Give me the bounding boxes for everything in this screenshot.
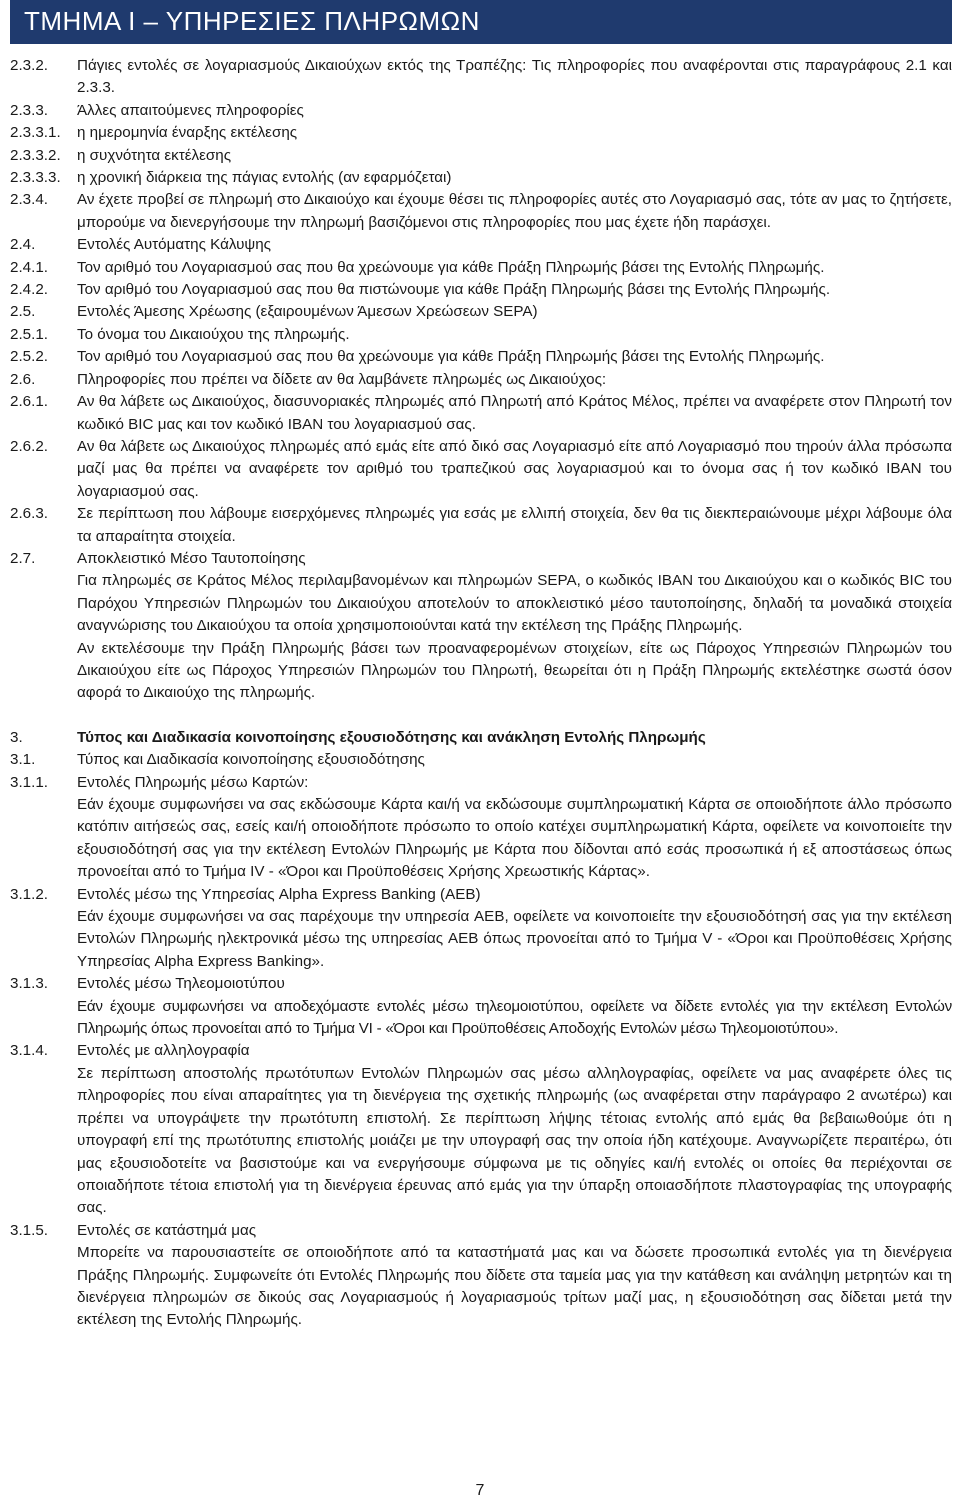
paragraph-number	[10, 638, 77, 705]
paragraph-text: Πληροφορίες που πρέπει να δίδετε αν θα λαμβάνετε πληρωμές ως Δικαιούχος:	[77, 370, 607, 388]
paragraph-number: 2.5.	[10, 303, 36, 321]
paragraph-number: 3.1.3.	[10, 975, 48, 993]
section-spacer	[10, 705, 952, 727]
numbered-paragraph	[10, 727, 952, 749]
paragraph-number: 2.5.2.	[10, 348, 48, 366]
paragraph-number: 3.1.1.	[10, 773, 48, 791]
paragraph-number: 3.1.	[10, 751, 36, 769]
paragraph-text: η συχνότητα εκτέλεσης	[77, 146, 232, 164]
paragraph-text: Άλλες απαιτούμενες πληροφορίες	[77, 101, 304, 119]
paragraph-number: 2.3.3.2.	[10, 146, 61, 164]
paragraph-number: 2.3.3.	[10, 101, 48, 119]
section-header-bar	[10, 0, 952, 44]
paragraph-text: Σε περίπτωση αποστολής πρωτότυπων Εντολών Πληρωμών σας μέσω αλληλογραφίας, οφείλετε να μας αναφέρετε όλες τις πληροφορίες που είναι απαραίτητες για τη διενέργεια της σχετικής πληρωμής (ως αναφέρεται στην παράγραφο 2 ανωτέρω) και πρέπει να υπογράψετε την πρωτότυπη επιστολή. Σε περίπτωση λήψης τέτοιας εντολής από εμάς θα βεβαιωθούμε ότι η υπογραφή επί της πρωτότυπης επιστολής μοιάζει με την υπογραφή σας την οποία ήδη κατέχουμε. Αναγνωρίζετε περαιτέρω, ότι μας εξουσιοδοτείτε να βασιστούμε και να ενεργήσουμε σύμφωνα με τις οδηγίες και/ή εντολές οι οποίες θα περιέχονται σε οποιαδήποτε τέτοια επιστολή για τη διενέργεια έρευνας από εμάς για την ύπαρξη οποιασδήποτε πλαστογραφίας της υπογραφής σας.	[77, 1064, 952, 1217]
paragraph-number	[10, 794, 77, 884]
numbered-paragraph	[10, 346, 952, 368]
paragraph	[10, 906, 952, 973]
paragraph-number: 2.6.1.	[10, 393, 48, 411]
section-heading-text: Τύπος και Διαδικασία κοινοποίησης εξουσιοδότησης και ανάκληση Εντολής Πληρωμής	[77, 728, 706, 746]
paragraph-number: 2.4.2.	[10, 281, 48, 299]
paragraph-number	[10, 1063, 77, 1220]
paragraph	[10, 638, 952, 705]
paragraph-text: Εάν έχουμε συμφωνήσει να σας εκδώσουμε Κάρτα και/ή να εκδώσουμε συμπληρωματική Κάρτα σε οποιοδήποτε άλλο πρόσωπο κατόπιν αιτήσεώς σας, εσείς και/ή οποιοδήποτε πρόσωπο το οποίο κατέχει συμπληρωματική Κάρτα, οφείλετε να κοινοποιείτε την εξουσιοδότησή σας για την εκτέλεση Εντολών Πληρωμής με Κάρτα που δίδονται από εσάς προσωπικά ή εξ αποστάσεως όπως προνοείται από το Τμήμα IV - «Όροι και Προϋποθέσεις Χρήσης Χρεωστικής Κάρτας».	[77, 796, 952, 881]
paragraph-text: Εντολές με αλληλογραφία	[77, 1042, 250, 1060]
paragraph-number: 2.7.	[10, 549, 36, 567]
paragraph-text: Τον αριθμό του Λογαριασμού σας που θα χρεώνουμε για κάθε Πράξη Πληρωμής βάσει της Εντολής Πληρωμής.	[77, 348, 825, 366]
numbered-paragraph	[10, 279, 952, 301]
paragraph-text: Αν θα λάβετε ως Δικαιούχος πληρωμές από εμάς είτε από δικό σας Λογαριασμό είτε από Λογαριασμό που τηρούν άλλα πρόσωπα μαζί μας θα πρέπει να αναφέρετε τον αριθμό του τραπεζικού σας λογαριασμού και το όνομα σας ή τον κωδικό IBAN του λογαριασμού σας.	[77, 437, 952, 500]
section-title: ΤΜΗΜΑ Ι – ΥΠΗΡΕΣΙΕΣ ΠΛΗΡΩΜΩΝ	[24, 6, 480, 36]
numbered-paragraph	[10, 55, 952, 100]
numbered-paragraph	[10, 749, 952, 771]
paragraph-text: Εντολές μέσω Τηλεομοιοτύπου	[77, 975, 285, 993]
numbered-paragraph	[10, 772, 952, 794]
paragraph	[10, 794, 952, 884]
paragraph-text: Αποκλειστικό Μέσο Ταυτοποίησης	[77, 549, 306, 567]
paragraph	[10, 1242, 952, 1332]
paragraph-text: Τύπος και Διαδικασία κοινοποίησης εξουσιοδότησης	[77, 751, 425, 769]
paragraph-number: 3.	[10, 728, 23, 746]
paragraph-number: 3.1.5.	[10, 1221, 48, 1239]
paragraph-number: 3.1.4.	[10, 1042, 48, 1060]
numbered-paragraph	[10, 167, 952, 189]
paragraph-text: Εντολές Πληρωμής μέσω Καρτών:	[77, 773, 309, 791]
paragraph-number	[10, 570, 77, 637]
paragraph-text: Εντολές Αυτόματης Κάλυψης	[77, 236, 271, 254]
paragraph-number: 2.5.1.	[10, 325, 48, 343]
paragraph-text: η ημερομηνία έναρξης εκτέλεσης	[77, 124, 298, 142]
paragraph-number: 3.1.2.	[10, 885, 48, 903]
paragraph	[10, 570, 952, 637]
paragraph-text: Εάν έχουμε συμφωνήσει να σας παρέχουμε την υπηρεσία AEB, οφείλετε να κοινοποιείτε την εξουσιοδότησή σας για την εκτέλεση Εντολών Πληρωμής ηλεκτρονικά μέσω της υπηρεσίας AEB όπως προνοείται από το Τμήμα V - «Όροι και Προϋποθέσεις Χρήσης Υπηρεσίας Alpha Express Banking».	[77, 908, 952, 970]
paragraph-number: 2.3.4.	[10, 191, 48, 209]
paragraph-number: 2.6.2.	[10, 437, 48, 455]
paragraph-number: 2.6.	[10, 370, 36, 388]
paragraph-text: Τον αριθμό του Λογαριασμού σας που θα χρεώνουμε για κάθε Πράξη Πληρωμής βάσει της Εντολής Πληρωμής.	[77, 258, 825, 276]
numbered-paragraph	[10, 436, 952, 503]
paragraph-text: Τον αριθμό του Λογαριασμού σας που θα πιστώνουμε για κάθε Πράξη Πληρωμής βάσει της Εντολής Πληρωμής.	[77, 281, 831, 299]
numbered-paragraph	[10, 301, 952, 323]
paragraph-text: Μπορείτε να παρουσιαστείτε σε οποιοδήποτε από τα καταστήματά μας και να δώσετε προσωπικά εντολές για τη διενέργεια Πράξης Πληρωμής. Συμφωνείτε ότι Εντολές Πληρωμής που δίδετε στα ταμεία μας για την κατάθεση και ανάληψη μετρητών και τη διενέργεια πληρωμών σε δικούς σας Λογαριασμούς ή λογαριασμούς τρίτων μαζί μας, η εξουσιοδότηση σας δίδεται μετά την εκτέλεση της Εντολής Πληρωμής.	[77, 1244, 952, 1329]
numbered-paragraph	[10, 884, 952, 906]
paragraph-number: 2.3.3.1.	[10, 124, 61, 142]
paragraph-text: Αν εκτελέσουμε την Πράξη Πληρωμής βάσει των προαναφερομένων στοιχείων, είτε ως Πάροχος Υπηρεσιών Πληρωμών του Δικαιούχου είτε ως Πάροχος Υπηρεσιών Πληρωμών του Πληρωτή, θεωρείται ότι η Πράξη Πληρωμής εκτελέστηκε σωστά όσον αφορά το Δικαιούχο της πληρωμής.	[77, 639, 952, 702]
numbered-paragraph	[10, 548, 952, 570]
document-body	[10, 55, 952, 1332]
paragraph-text: Για πληρωμές σε Κράτος Μέλος περιλαμβανομένων και πληρωμών SEPA, ο κωδικός IBAN του Δικαιούχου και ο κωδικός BIC του Παρόχου Υπηρεσιών Πληρωμών του Δικαιούχου αποτελούν το αποκλειστικό μέσο ταυτοποίησης, δηλαδή τα μοναδικά στοιχεία αναγνώρισης του Δικαιούχου τα οποία χρησιμοποιούνται κατά την εκτέλεση της Πράξης Πληρωμής.	[77, 572, 952, 635]
numbered-paragraph	[10, 234, 952, 256]
paragraph-text: Αν θα λάβετε ως Δικαιούχος, διασυνοριακές πληρωμές από Πληρωτή από Κράτος Μέλος, πρέπει να αναφέρετε στον Πληρωτή τον κωδικό BIC μας και τον κωδικό IBAN του λογαριασμού σας.	[77, 393, 952, 433]
numbered-paragraph	[10, 122, 952, 144]
paragraph-text: Το όνομα του Δικαιούχου της πληρωμής.	[77, 325, 350, 343]
numbered-paragraph	[10, 100, 952, 122]
paragraph-number: 2.6.3.	[10, 505, 48, 523]
paragraph-number: 2.4.1.	[10, 258, 48, 276]
paragraph-text: Εάν έχουμε συμφωνήσει να αποδεχόμαστε εντολές μέσω τηλεομοιοτύπου, οφείλετε να δίδετε εντολές για την εκτέλεση Εντολών Πληρωμής όπως προνοείται από το Τμήμα VI - «Όροι και Προϋποθέσεις Αποδοχής Εντολών μέσω Τηλεομοιοτύπου».	[77, 997, 952, 1038]
paragraph-text: Εντολές μέσω της Υπηρεσίας Alpha Express Banking (AEB)	[77, 885, 481, 903]
paragraph-number	[10, 996, 77, 1041]
numbered-paragraph	[10, 1220, 952, 1242]
paragraph-number	[10, 1242, 77, 1332]
numbered-paragraph	[10, 257, 952, 279]
paragraph-number	[10, 906, 77, 973]
paragraph-text: Πάγιες εντολές σε λογαριασμούς Δικαιούχων εκτός της Τραπέζης: Τις πληροφορίες που αναφέρονται στις παραγράφους 2.1 και 2.3.3.	[77, 57, 952, 97]
paragraph-text: Εντολές σε κατάστημά μας	[77, 1221, 257, 1239]
paragraph-text: Εντολές Άμεσης Χρέωσης (εξαιρουμένων Άμεσων Χρεώσεων SEPA)	[77, 303, 538, 321]
numbered-paragraph	[10, 973, 952, 995]
paragraph	[10, 996, 952, 1041]
page-number: 7	[475, 1482, 485, 1499]
numbered-paragraph	[10, 324, 952, 346]
paragraph-text: η χρονική διάρκεια της πάγιας εντολής (αν εφαρμόζεται)	[77, 169, 452, 187]
numbered-paragraph	[10, 1040, 952, 1062]
paragraph-text: Αν έχετε προβεί σε πληρωμή στο Δικαιούχο και έχουμε θέσει τις πληροφορίες αυτές στο Λογαριασμό σας, τότε αν μας το ζητήσετε, μπορούμε να διενεργήσουμε την πληρωμή βασιζόμενοι στις πληροφορίες που μας έχετε ήδη παράσχει.	[77, 191, 952, 231]
paragraph-number: 2.3.2.	[10, 57, 48, 74]
numbered-paragraph	[10, 391, 952, 436]
numbered-paragraph	[10, 503, 952, 548]
paragraph-number: 2.4.	[10, 236, 36, 254]
numbered-paragraph	[10, 369, 952, 391]
numbered-paragraph	[10, 145, 952, 167]
paragraph-number: 2.3.3.3.	[10, 169, 61, 187]
paragraph	[10, 1063, 952, 1220]
paragraph-text: Σε περίπτωση που λάβουμε εισερχόμενες πληρωμές για εσάς με ελλιπή στοιχεία, δεν θα τις διεκπεραιώνουμε μέχρι λάβουμε όλα τα απαραίτητα στοιχεία.	[77, 505, 952, 545]
numbered-paragraph	[10, 189, 952, 234]
